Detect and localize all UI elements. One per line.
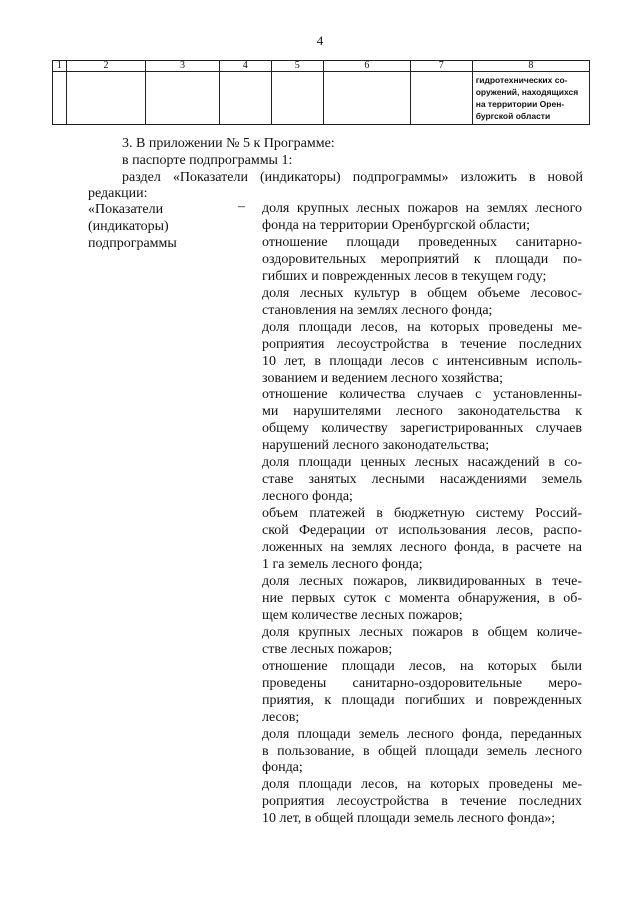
continuation-table [52, 60, 590, 125]
indicator-line: доля крупных лесных пожаров в общем количе- [262, 624, 582, 640]
indicator-line: доля лесных культур в общем объеме лесовос- [262, 285, 582, 301]
indicator-line: объем платежей в бюджетную систему Россий- [262, 506, 582, 522]
table-header-cell: 3 [146, 61, 220, 72]
table-cell [323, 72, 410, 125]
indicator-line: приятия, к площади погибших и поврежденных [262, 692, 582, 708]
table-header-cell: 7 [410, 61, 472, 72]
table-header-cell: 1 [53, 61, 67, 72]
indicator-line: щем количестве лесных пожаров; [262, 607, 463, 623]
table-cell [219, 72, 271, 125]
indicator-line: отношение площади проведенных санитарно- [262, 234, 582, 250]
indicator-line: ставе занятых лесными насаждениями земель [262, 472, 582, 488]
indicator-line: фонда; [262, 760, 303, 776]
indicators-list [262, 201, 582, 828]
paragraph-section-cont: редакции: [88, 186, 148, 201]
indicator-line: общему количеству зарегистрированных случаев [262, 421, 582, 437]
table-header-cell: 8 [472, 61, 589, 72]
paragraph-passport: в паспорте подпрограммы 1: [122, 153, 293, 168]
col8-line: бургской области [475, 111, 551, 121]
indicator-line: лесного фонда; [262, 489, 353, 505]
dash-separator: – [238, 199, 245, 214]
indicator-line: роприятия лесоустройства в течение последних [262, 336, 582, 352]
indicator-line: лесов; [262, 709, 300, 725]
indicator-line: ложенных на землях лесного фонда, в расчете на [262, 540, 582, 556]
table-row [53, 72, 590, 125]
table-cell [53, 72, 67, 125]
indicators-label-line: (индикаторы) [88, 219, 169, 234]
table-header-cell: 2 [66, 61, 145, 72]
table-cell [66, 72, 145, 125]
indicator-line: доля крупных лесных пожаров на землях лесного [262, 201, 582, 216]
indicator-line: оздоровительных мероприятий к площади по- [262, 251, 582, 267]
indicators-label-line: «Показатели [88, 202, 164, 217]
indicator-line: 10 лет, в общей площади земель лесного фонда»; [262, 811, 556, 827]
indicator-line: отношение площади лесов, на которых были [262, 658, 582, 674]
paragraph-section: раздел «Показатели (индикаторы) подпрограммы» изложить в новой [122, 170, 583, 185]
table-cell-col8 [472, 72, 589, 125]
indicator-line: проведены санитарно-оздоровительные меро- [262, 675, 582, 691]
indicator-line: доля площади лесов, на которых проведены ме- [262, 777, 582, 793]
indicator-line: становления на землях лесного фонда; [262, 302, 493, 318]
table-header-cell: 6 [323, 61, 410, 72]
indicators-label-line: подпрограммы [88, 236, 177, 251]
indicator-line: фонда на территории Оренбургской области; [262, 217, 530, 233]
indicator-line: доля лесных пожаров, ликвидированных в тече- [262, 573, 582, 589]
indicator-line: доля площади лесов, на которых проведены ме- [262, 319, 582, 335]
indicator-line: стве лесных пожаров; [262, 641, 393, 657]
indicator-line: 1 га земель лесного фонда; [262, 557, 423, 573]
col8-line: гидротехнических со- [475, 75, 568, 85]
indicator-line: зованием и ведением лесного хозяйства; [262, 370, 504, 386]
indicator-line: в пользование, в общей площади земель лесного [262, 743, 582, 759]
table-header-cell: 5 [271, 61, 323, 72]
indicator-line: отношение количества случаев с установленны- [262, 387, 582, 403]
indicator-line: доля площади ценных лесных насаждений в со- [262, 455, 582, 471]
col8-line: оружений, находящихся [475, 87, 579, 97]
indicator-line: доля площади земель лесного фонда, переданных [262, 726, 582, 742]
table-header-cell: 4 [219, 61, 271, 72]
table-cell [146, 72, 220, 125]
indicator-line: нарушений лесного законодательства; [262, 438, 490, 454]
table-cell [271, 72, 323, 125]
indicator-line: гибших и поврежденных лесов в текущем году; [262, 268, 547, 284]
table-cell [410, 72, 472, 125]
indicators-label [88, 201, 238, 252]
indicator-line: ние первых суток с момента обнаружения, в об- [262, 590, 582, 606]
indicator-line: 10 лет, в площади лесов с интенсивным исполь- [262, 353, 582, 369]
col8-line: на территории Орен- [475, 99, 565, 109]
indicator-line: ми нарушителями лесного законодательства к [262, 404, 582, 420]
paragraph-appendix: 3. В приложении № 5 к Программе: [122, 136, 335, 151]
page-number: 4 [316, 33, 324, 48]
table-header-row [53, 61, 590, 72]
indicator-line: роприятия лесоустройства в течение последних [262, 794, 582, 810]
indicator-line: ской Федерации от использования лесов, распо- [262, 523, 582, 539]
